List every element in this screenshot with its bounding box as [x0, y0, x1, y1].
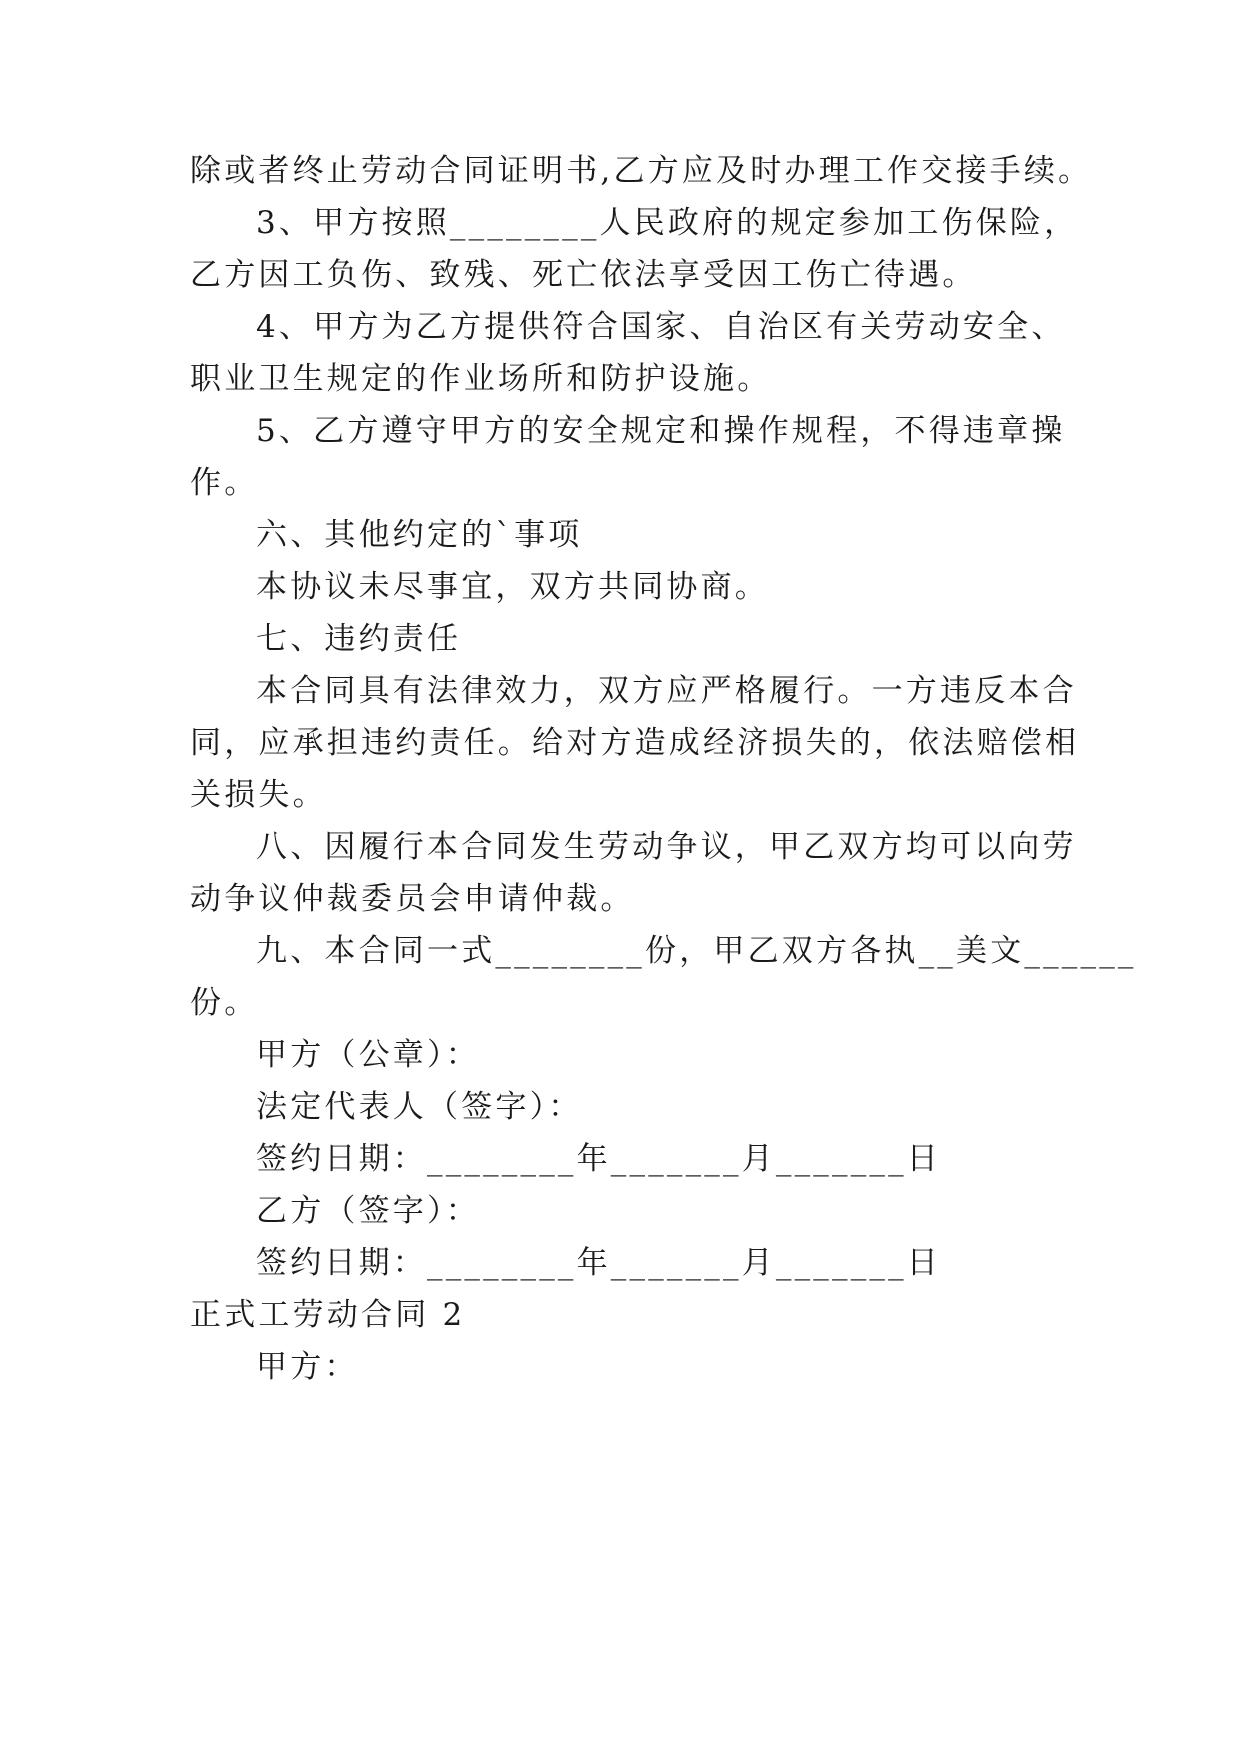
signature-line: 乙方（签字）：: [256, 1193, 480, 1229]
document-title: 正式工劳动合同 2: [190, 1297, 466, 1333]
date-line: 签约日期：________年_______月_______日: [256, 1245, 941, 1281]
signature-line: 法定代表人（签字）：: [256, 1089, 583, 1125]
paragraph-line: 5、乙方遵守甲方的安全规定和操作规程，不得违章操: [256, 413, 1066, 449]
paragraph-line: 4、甲方为乙方提供符合国家、自治区有关劳动安全、: [256, 309, 1066, 345]
paragraph-line: 除或者终止劳动合同证明书,乙方应及时办理工作交接手续。: [190, 153, 1093, 189]
paragraph-line: 同，应承担违约责任。给对方造成经济损失的，依法赔偿相: [190, 725, 1080, 761]
section-heading: 七、违约责任: [256, 621, 462, 657]
date-line: 签约日期：________年_______月_______日: [256, 1141, 941, 1177]
paragraph-line: 动争议仲裁委员会申请仲裁。: [190, 881, 635, 917]
paragraph-line: 九、本合同一式________份，甲乙双方各执__美文______: [256, 933, 1137, 969]
paragraph-line: 3、甲方按照________人民政府的规定参加工伤保险，: [256, 205, 1079, 241]
paragraph-line: 八、因履行本合同发生劳动争议，甲乙双方均可以向劳: [256, 829, 1077, 865]
paragraph-line: 职业卫生规定的作业场所和防护设施。: [190, 361, 772, 397]
party-line: 甲方：: [256, 1349, 359, 1385]
paragraph-line: 乙方因工负伤、致残、死亡依法享受因工伤亡待遇。: [190, 257, 977, 293]
paragraph-line: 作。: [190, 465, 259, 501]
paragraph-line: 关损失。: [190, 777, 327, 813]
paragraph-line: 本协议未尽事宜，双方共同协商。: [256, 569, 769, 605]
signature-line: 甲方（公章）：: [256, 1037, 480, 1073]
section-heading: 六、其他约定的`事项: [256, 517, 583, 553]
paragraph-line: 份。: [190, 985, 259, 1021]
paragraph-line: 本合同具有法律效力，双方应严格履行。一方违反本合: [256, 673, 1077, 709]
